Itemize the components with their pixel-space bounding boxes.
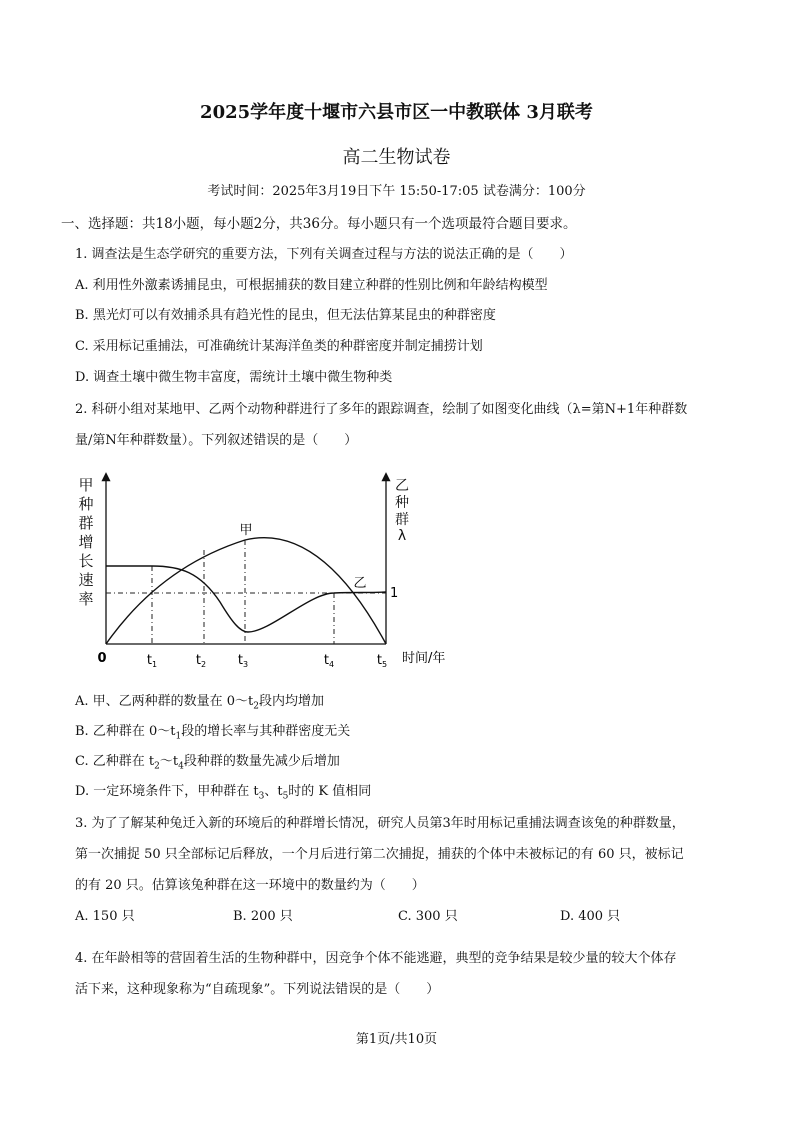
left-axis-label-0: 甲 [78,476,94,494]
origin-label: 0 [97,651,107,666]
q4-line2: 活下来，这种现象称为“自疏现象”。下列说法错误的是（ ） [75,982,440,997]
curve-jia [106,538,386,644]
left-axis-label-3: 增 [78,533,94,551]
page-footer: 第1页/共10页 [355,1032,438,1047]
population-figure [70,462,470,677]
q1-option-d: D. 调查土壤中微生物丰富度，需统计土壤中微生物种类 [75,370,393,385]
left-axis-label-5: 速 [78,571,94,589]
q3-option-c: C. 300 只 [398,909,458,924]
right-axis-label-1: 种 [395,495,409,511]
q3-line3: 的有 20 只。估算该兔种群在这一环境中的数量约为（ ） [75,878,425,893]
tick-t1: $t_1$ [146,653,158,669]
x-unit-label: 时间/年 [402,651,446,666]
q2-option-a: A. 甲、乙两种群的数量在 $0\sim t_2$段内均增加 [75,694,325,712]
lambda-one-label: 1 [390,586,399,601]
curve-jia-label: 甲 [239,523,253,538]
q1-stem: 1. 调查法是生态学研究的重要方法，下列有关调查过程与方法的说法正确的是（ ） [75,247,573,262]
curve-yi [106,566,386,632]
q2-option-b: B. 乙种群在 $0\sim t_1$段的增长率与其种群密度无关 [75,724,351,742]
curve-yi-label: 乙 [353,576,367,591]
q2-stem-line1: 2. 科研小组对某地甲、乙两个动物种群进行了多年的跟踪调查，绘制了如图变化曲线（λ=第N+1年种群数 [75,402,688,417]
exam-title: 2025学年度十堰市六县市区一中教联体 3月联考 [200,102,593,123]
right-axis-label-2: 群 [395,512,409,528]
q2-stem-line2: 量/第N年种群数量）。下列叙述错误的是（ ） [75,433,358,448]
q2-option-d: D. 一定环境条件下，甲种群在 $t_3$、$t_5$时的 K 值相同 [75,784,372,802]
q2-option-c: C. 乙种群在 $t_2\sim t_4$段种群的数量先减少后增加 [75,754,340,772]
left-axis-label-4: 长 [78,552,94,570]
left-axis-label-1: 种 [78,495,94,513]
right-axis-label-0: 乙 [395,478,409,494]
q1-option-b: B. 黑光灯可以有效捕杀具有趋光性的昆虫，但无法估算某昆虫的种群密度 [75,308,496,323]
q3-option-d: D. 400 只 [560,909,621,924]
exam-meta: 考试时间：2025年3月19日下午 15:50-17:05 试卷满分：100分 [207,184,586,199]
q1-option-c: C. 采用标记重捕法，可准确统计某海洋鱼类的种群密度并制定捕捞计划 [75,339,483,354]
q3-line2: 第一次捕捉 50 只全部标记后释放，一个月后进行第二次捕捉，捕获的个体中未被标记的有 60 只，被标记 [75,847,684,862]
tick-t2: $t_2$ [195,653,207,669]
q3-option-b: B. 200 只 [233,909,293,924]
left-axis-label-6: 率 [78,590,94,608]
exam-subtitle: 高二生物试卷 [342,147,451,168]
q3-line1: 3. 为了了解某种兔迁入新的环境后的种群增长情况，研究人员第3年时用标记重捕法调查该兔的种群数量， [75,816,685,831]
tick-t4: $t_4$ [323,653,335,669]
q3-option-a: A. 150 只 [75,909,135,924]
q4-line1: 4. 在年龄相等的营固着生活的生物种群中，因竞争个体不能逃避，典型的竞争结果是较少量的较大个体存 [75,951,677,966]
right-axis-lambda: λ [397,528,407,544]
left-axis-label-2: 群 [78,514,94,532]
tick-t3: $t_3$ [237,653,249,669]
tick-t5: $t_5$ [376,653,388,669]
section-heading: 一、选择题：共18小题，每小题2分，共36分。每小题只有一个选项最符合题目要求。 [61,216,577,232]
q1-option-a: A. 利用性外激素诱捕昆虫，可根据捕获的数目建立种群的性别比例和年龄结构模型 [75,278,548,293]
